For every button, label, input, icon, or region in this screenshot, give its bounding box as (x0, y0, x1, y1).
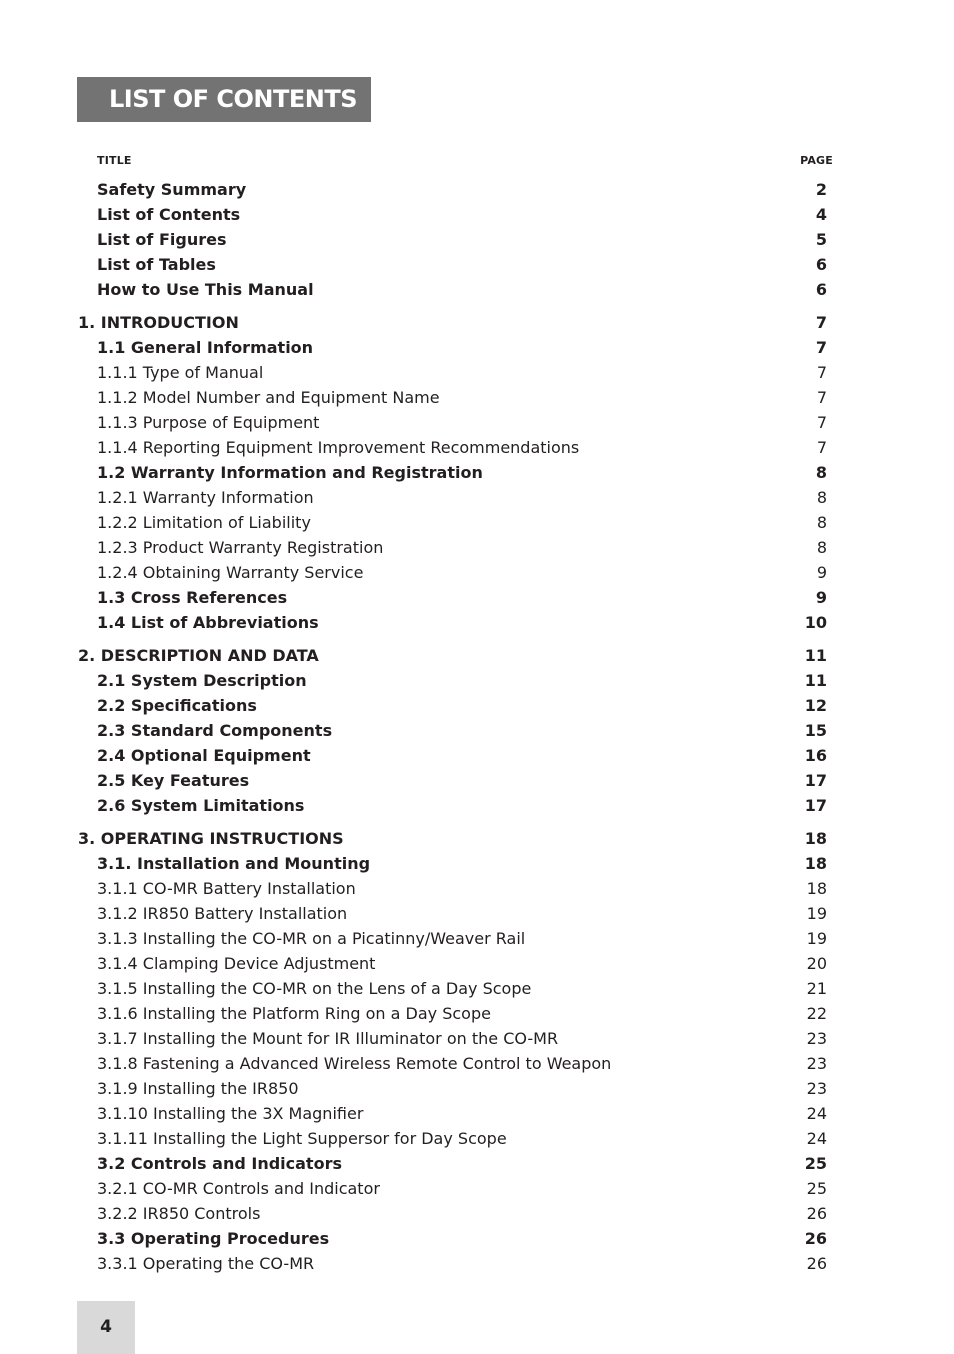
toc-entry[interactable] (0, 585, 954, 610)
toc-entry-page: 9 (816, 563, 827, 582)
toc-entry-title: 1.1.4 Reporting Equipment Improvement Recommendations (97, 438, 580, 457)
title-column-header: TITLE (97, 154, 132, 167)
toc-entry-page: 26 (806, 1254, 827, 1273)
toc-entry[interactable] (0, 826, 954, 851)
toc-entry[interactable] (0, 177, 954, 202)
toc-entry-page: 24 (806, 1129, 827, 1148)
toc-entry[interactable] (0, 1001, 954, 1026)
toc-entry[interactable] (0, 976, 954, 1001)
toc-entry-title: 1.2.4 Obtaining Warranty Service (97, 563, 364, 582)
toc-entry-title: 2.2 Specifications (97, 696, 257, 715)
toc-entry-title: 1.2.1 Warranty Information (97, 488, 314, 507)
toc-entry[interactable] (0, 202, 954, 227)
toc-entry-title: 3.2 Controls and Indicators (97, 1154, 342, 1173)
toc-section (0, 310, 954, 635)
toc-entry-page: 23 (806, 1079, 827, 1098)
toc-entry-page: 4 (815, 205, 827, 224)
toc-entry[interactable] (0, 793, 954, 818)
toc-entry-title: 1.4 List of Abbreviations (97, 613, 319, 632)
toc-entry-title: 3.2.1 CO-MR Controls and Indicator (97, 1179, 380, 1198)
toc-entry[interactable] (0, 1151, 954, 1176)
toc-entry-title: 1.1 General Information (97, 338, 314, 357)
toc-entry[interactable] (0, 252, 954, 277)
toc-entry[interactable] (0, 1201, 954, 1226)
toc-entry-title: 1.1.3 Purpose of Equipment (97, 413, 320, 432)
toc-entry-title: 2.4 Optional Equipment (97, 746, 311, 765)
toc-entry-page: 2 (815, 180, 827, 199)
toc-entry[interactable] (0, 535, 954, 560)
toc-entry[interactable] (0, 1076, 954, 1101)
page-number: 4 (77, 1301, 135, 1354)
toc-entry[interactable] (0, 335, 954, 360)
toc-entry-page: 23 (806, 1054, 827, 1073)
toc-entry-title: List of Contents (97, 205, 241, 224)
toc-entry-page: 17 (804, 796, 827, 815)
page-title: LIST OF CONTENTS (77, 77, 371, 122)
toc-entry-page: 7 (815, 338, 827, 357)
toc-entry-title: 3.1.10 Installing the 3X Magnifier (97, 1104, 364, 1123)
toc-entry-page: 6 (815, 255, 827, 274)
toc-entry-title: 3.1. Installation and Mounting (97, 854, 371, 873)
toc-entry-title: 3.1.11 Installing the Light Suppersor for Day Scope (97, 1129, 507, 1148)
toc-entry[interactable] (0, 310, 954, 335)
table-of-contents (0, 177, 954, 1284)
toc-entry-page: 8 (815, 463, 827, 482)
toc-entry[interactable] (0, 1101, 954, 1126)
toc-entry-title: 3.1.4 Clamping Device Adjustment (97, 954, 376, 973)
toc-entry[interactable] (0, 435, 954, 460)
toc-entry-page: 26 (804, 1229, 827, 1248)
toc-entry[interactable] (0, 410, 954, 435)
toc-entry-title: 2.5 Key Features (97, 771, 250, 790)
toc-entry[interactable] (0, 1026, 954, 1051)
toc-entry-title: 3.1.2 IR850 Battery Installation (97, 904, 348, 923)
toc-entry[interactable] (0, 277, 954, 302)
toc-entry-page: 23 (806, 1029, 827, 1048)
toc-entry-page: 7 (816, 413, 827, 432)
toc-entry-title: 2.6 System Limitations (97, 796, 305, 815)
toc-entry-title: List of Figures (97, 230, 227, 249)
toc-entry-title: 1.2 Warranty Information and Registration (97, 463, 483, 482)
toc-entry[interactable] (0, 227, 954, 252)
toc-entry-page: 18 (806, 879, 827, 898)
toc-entry-title: 2.1 System Description (97, 671, 307, 690)
toc-entry[interactable] (0, 360, 954, 385)
toc-entry-page: 24 (806, 1104, 827, 1123)
toc-entry-page: 19 (806, 929, 827, 948)
toc-entry[interactable] (0, 1226, 954, 1251)
toc-entry-title: 2. DESCRIPTION AND DATA (78, 646, 319, 665)
toc-entry[interactable] (0, 951, 954, 976)
toc-entry[interactable] (0, 460, 954, 485)
toc-entry-title: 1.1.2 Model Number and Equipment Name (97, 388, 440, 407)
toc-entry-title: 3.1.8 Fastening a Advanced Wireless Remote Control to Weapon (97, 1054, 612, 1073)
toc-entry-title: 3.1.6 Installing the Platform Ring on a Day Scope (97, 1004, 491, 1023)
toc-section (0, 826, 954, 1276)
toc-entry[interactable] (0, 1176, 954, 1201)
toc-entry-page: 7 (816, 363, 827, 382)
toc-entry-title: 1.2.2 Limitation of Liability (97, 513, 311, 532)
page-column-header: PAGE (800, 154, 833, 167)
toc-entry-page: 21 (806, 979, 827, 998)
toc-entry[interactable] (0, 693, 954, 718)
toc-entry-page: 25 (806, 1179, 827, 1198)
toc-entry[interactable] (0, 718, 954, 743)
toc-entry-page: 11 (804, 671, 827, 690)
toc-entry-page: 10 (804, 613, 827, 632)
toc-entry-page: 7 (816, 388, 827, 407)
toc-entry-page: 18 (804, 829, 827, 848)
toc-entry-title: 3.1.5 Installing the CO-MR on the Lens of a Day Scope (97, 979, 532, 998)
toc-entry[interactable] (0, 560, 954, 585)
toc-entry[interactable] (0, 643, 954, 668)
toc-entry-title: 1.2.3 Product Warranty Registration (97, 538, 384, 557)
toc-entry-page: 9 (815, 588, 827, 607)
toc-entry[interactable] (0, 851, 954, 876)
toc-entry[interactable] (0, 876, 954, 901)
toc-entry-title: 3.3.1 Operating the CO-MR (97, 1254, 315, 1273)
toc-entry[interactable] (0, 1251, 954, 1276)
toc-entry-title: 2.3 Standard Components (97, 721, 333, 740)
toc-entry-page: 16 (804, 746, 827, 765)
toc-section (0, 177, 954, 302)
toc-entry-page: 25 (804, 1154, 827, 1173)
toc-entry-title: Safety Summary (97, 180, 247, 199)
toc-entry[interactable] (0, 610, 954, 635)
toc-entry-title: 3.1.9 Installing the IR850 (97, 1079, 299, 1098)
toc-entry-title: How to Use This Manual (97, 280, 314, 299)
toc-entry-page: 6 (815, 280, 827, 299)
toc-entry[interactable] (0, 485, 954, 510)
toc-entry-page: 15 (804, 721, 827, 740)
toc-entry-page: 26 (806, 1204, 827, 1223)
toc-entry-page: 22 (806, 1004, 827, 1023)
toc-entry[interactable] (0, 926, 954, 951)
toc-entry-title: 3.1.1 CO-MR Battery Installation (97, 879, 356, 898)
toc-entry-title: 3.1.7 Installing the Mount for IR Illuminator on the CO-MR (97, 1029, 559, 1048)
toc-entry-page: 8 (816, 513, 827, 532)
toc-entry-title: List of Tables (97, 255, 216, 274)
toc-entry-page: 17 (804, 771, 827, 790)
toc-entry-page: 20 (806, 954, 827, 973)
toc-entry[interactable] (0, 510, 954, 535)
toc-entry[interactable] (0, 768, 954, 793)
toc-entry-title: 3.2.2 IR850 Controls (97, 1204, 261, 1223)
toc-entry-page: 7 (815, 313, 827, 332)
toc-entry[interactable] (0, 668, 954, 693)
toc-entry-page: 18 (804, 854, 827, 873)
toc-entry-page: 8 (816, 488, 827, 507)
toc-section (0, 643, 954, 818)
toc-entry-title: 3.3 Operating Procedures (97, 1229, 330, 1248)
toc-entry-title: 1.3 Cross References (97, 588, 288, 607)
toc-entry[interactable] (0, 901, 954, 926)
toc-entry-title: 1. INTRODUCTION (78, 313, 239, 332)
toc-entry-page: 19 (806, 904, 827, 923)
toc-entry-page: 12 (804, 696, 827, 715)
toc-entry[interactable] (0, 385, 954, 410)
toc-entry[interactable] (0, 1126, 954, 1151)
toc-entry[interactable] (0, 1051, 954, 1076)
toc-entry-title: 3. OPERATING INSTRUCTIONS (78, 829, 344, 848)
toc-entry-page: 5 (815, 230, 827, 249)
toc-entry-page: 7 (816, 438, 827, 457)
toc-entry-title: 3.1.3 Installing the CO-MR on a Picatinny/Weaver Rail (97, 929, 526, 948)
toc-entry-page: 11 (804, 646, 827, 665)
toc-entry[interactable] (0, 743, 954, 768)
toc-entry-page: 8 (816, 538, 827, 557)
toc-entry-title: 1.1.1 Type of Manual (97, 363, 264, 382)
